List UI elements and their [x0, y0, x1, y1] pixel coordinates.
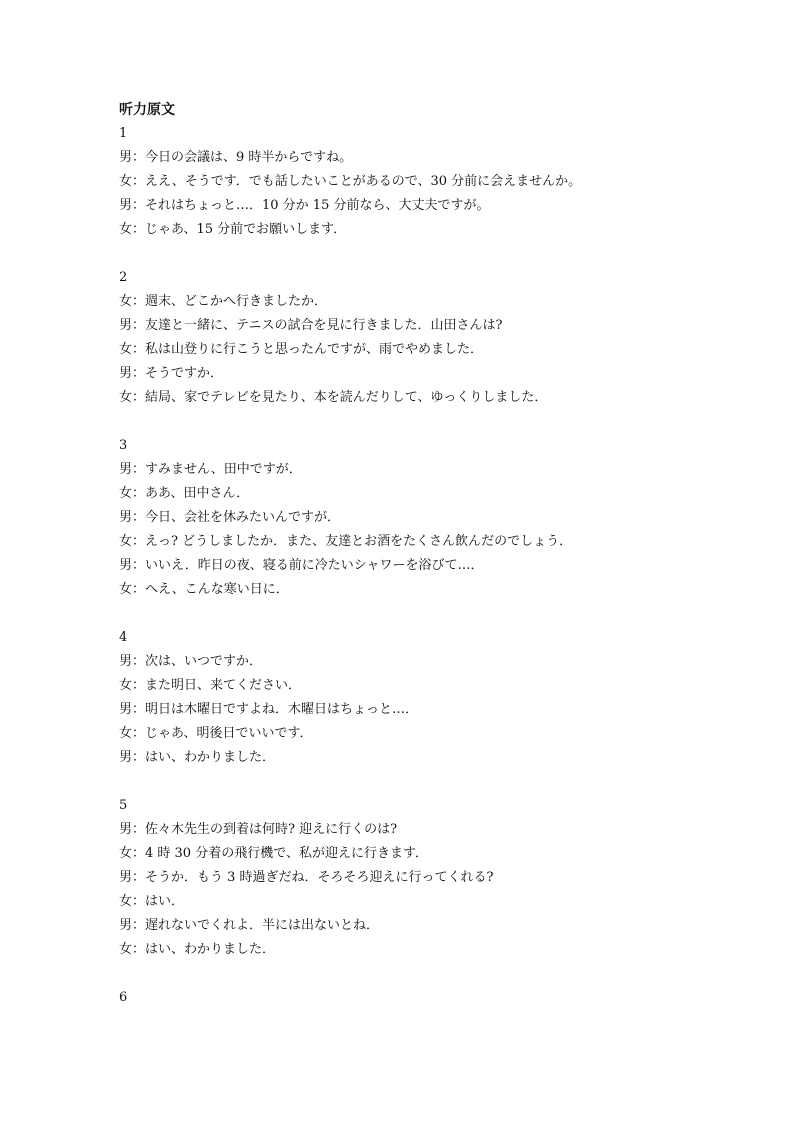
- section-number: 5: [119, 798, 128, 813]
- dialogue-line: 男：今日、会社を休みたいんですが．: [119, 510, 341, 525]
- dialogue-section-2: [119, 266, 759, 410]
- dialogue-line: 女：4 時 30 分着の飛行機で、私が迎えに行きます．: [119, 846, 428, 861]
- dialogue-section-4: [119, 626, 759, 770]
- dialogue-line: 女：はい、わかりました．: [119, 942, 276, 957]
- dialogue-section-3: [119, 434, 759, 602]
- dialogue-section-1: [119, 122, 759, 242]
- dialogue-line: 男：佐々木先生の到着は何時? 迎えに行くのは?: [119, 822, 398, 837]
- dialogue-line: 男：そうですか．: [119, 366, 224, 381]
- dialogue-line: 男：そうか．もう 3 時過ぎだね．そろそろ迎えに行ってくれる?: [119, 870, 494, 885]
- dialogue-line: 男：はい、わかりました．: [119, 750, 276, 765]
- dialogue-line: 男：それはちょっと…．10 分か 15 分前なら、大丈夫ですが。: [119, 198, 490, 213]
- document-title: 听力原文: [119, 102, 175, 118]
- section-number: 2: [119, 270, 128, 285]
- dialogue-line: 女：ええ、そうです．でも話したいことがあるので、30 分前に会えませんか。: [119, 174, 582, 189]
- dialogue-line: 女：私は山登りに行こうと思ったんですが、雨でやめました．: [119, 342, 484, 357]
- dialogue-line: 男：次は、いつですか．: [119, 654, 263, 669]
- dialogue-line: 女：ああ、田中さん．: [119, 486, 250, 501]
- dialogue-line: 男：友達と一緒に、テニスの試合を見に行きました．山田さんは?: [119, 318, 503, 333]
- dialogue-line: 女：えっ? どうしましたか．また、友達とお酒をたくさん飲んだのでしょう．: [119, 534, 573, 549]
- dialogue-line: 女：じゃあ、15 分前でお願いします．: [119, 222, 347, 237]
- dialogue-line: 女：はい．: [119, 894, 185, 909]
- dialogue-line: 女：また明日、来てください．: [119, 678, 302, 693]
- dialogue-line: 男：いいえ．昨日の夜、寝る前に冷たいシャワーを浴びて…．: [119, 558, 484, 573]
- dialogue-line: 男：すみません、田中ですが．: [119, 462, 302, 477]
- section-number: 4: [119, 630, 128, 645]
- dialogue-line: 男：遅れないでくれよ．半には出ないとね．: [119, 918, 380, 933]
- dialogue-section-6: [119, 986, 759, 1010]
- dialogue-line: 男：明日は木曜日ですよね．木曜日はちょっと…．: [119, 702, 419, 717]
- section-number: 6: [119, 990, 128, 1005]
- dialogue-line: 男：今日の会議は、9 時半からですね。: [119, 150, 353, 165]
- document-page: [119, 98, 759, 1034]
- dialogue-line: 女：結局、家でテレビを見たり、本を読んだりして、ゆっくりしました．: [119, 390, 548, 405]
- section-number: 1: [119, 126, 128, 141]
- dialogue-line: 女：じゃあ、明後日でいいです．: [119, 726, 313, 741]
- section-number: 3: [119, 438, 128, 453]
- dialogue-line: 女：週末、どこかへ行きましたか．: [119, 294, 328, 309]
- dialogue-line: 女：へえ、こんな寒い日に．: [119, 582, 289, 597]
- dialogue-section-5: [119, 794, 759, 962]
